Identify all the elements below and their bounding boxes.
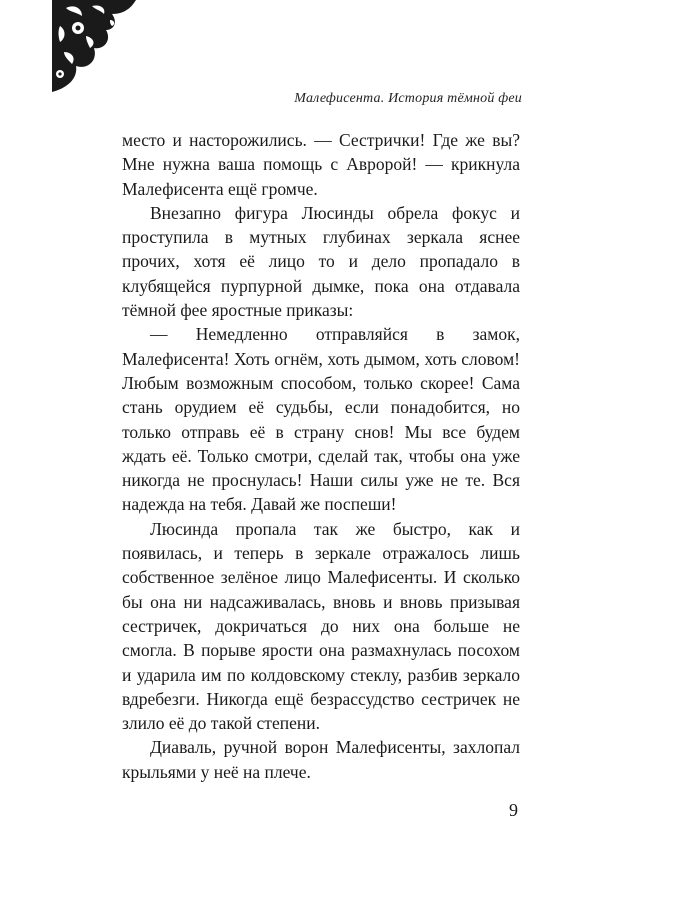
running-head: Малефисента. История тёмной феи — [294, 91, 522, 106]
paragraph: место и насторожились. — Сестрички! Где же вы? Мне нужна ваша помощь с Авророй! — крикнула Малефисента ещё громче. — [122, 130, 520, 199]
body-text — [122, 128, 520, 784]
corner-ornament — [52, 0, 136, 92]
floral-ornament-icon — [52, 0, 136, 92]
page-number: 9 — [509, 800, 518, 820]
paragraph: Диаваль, ручной ворон Малефисенты, захлопал крыльями у неё на плече. — [122, 737, 520, 782]
paragraph: — Немедленно отправляйся в замок, Малефисента! Хоть огнём, хоть дымом, хоть словом! Любым возможным способом, только скорее! Сама стань орудием её судьбы, если понадобится, но только отправь её в страну снов! Мы все будем ждать её. Только смотри, сделай так, чтобы она уже никогда не проснулась! Наши силы уже не те. Вся надежда на тебя. Давай же поспеши! — [122, 324, 520, 515]
paragraph: Внезапно фигура Люсинды обрела фокус и проступила в мутных глубинах зеркала яснее прочих, хотя её лицо то и дело пропадало в клубящейся пурпурной дымке, пока она отдавала тёмной фее яростные приказы: — [122, 202, 520, 321]
paragraph: Люсинда пропала так же быстро, как и появилась, и теперь в зеркале отражалось лишь собственное зелёное лицо Малефисенты. И сколько бы она ни надсаживалась, вновь и вновь призывая сестричек, докричаться до них она больше не смогла. В порыве ярости она размахнулась посохом и ударила им по колдовскому стеклу, разбив зеркало вдребезги. Никогда ещё безрассудство сестричек не злило её до такой степени. — [122, 518, 520, 734]
